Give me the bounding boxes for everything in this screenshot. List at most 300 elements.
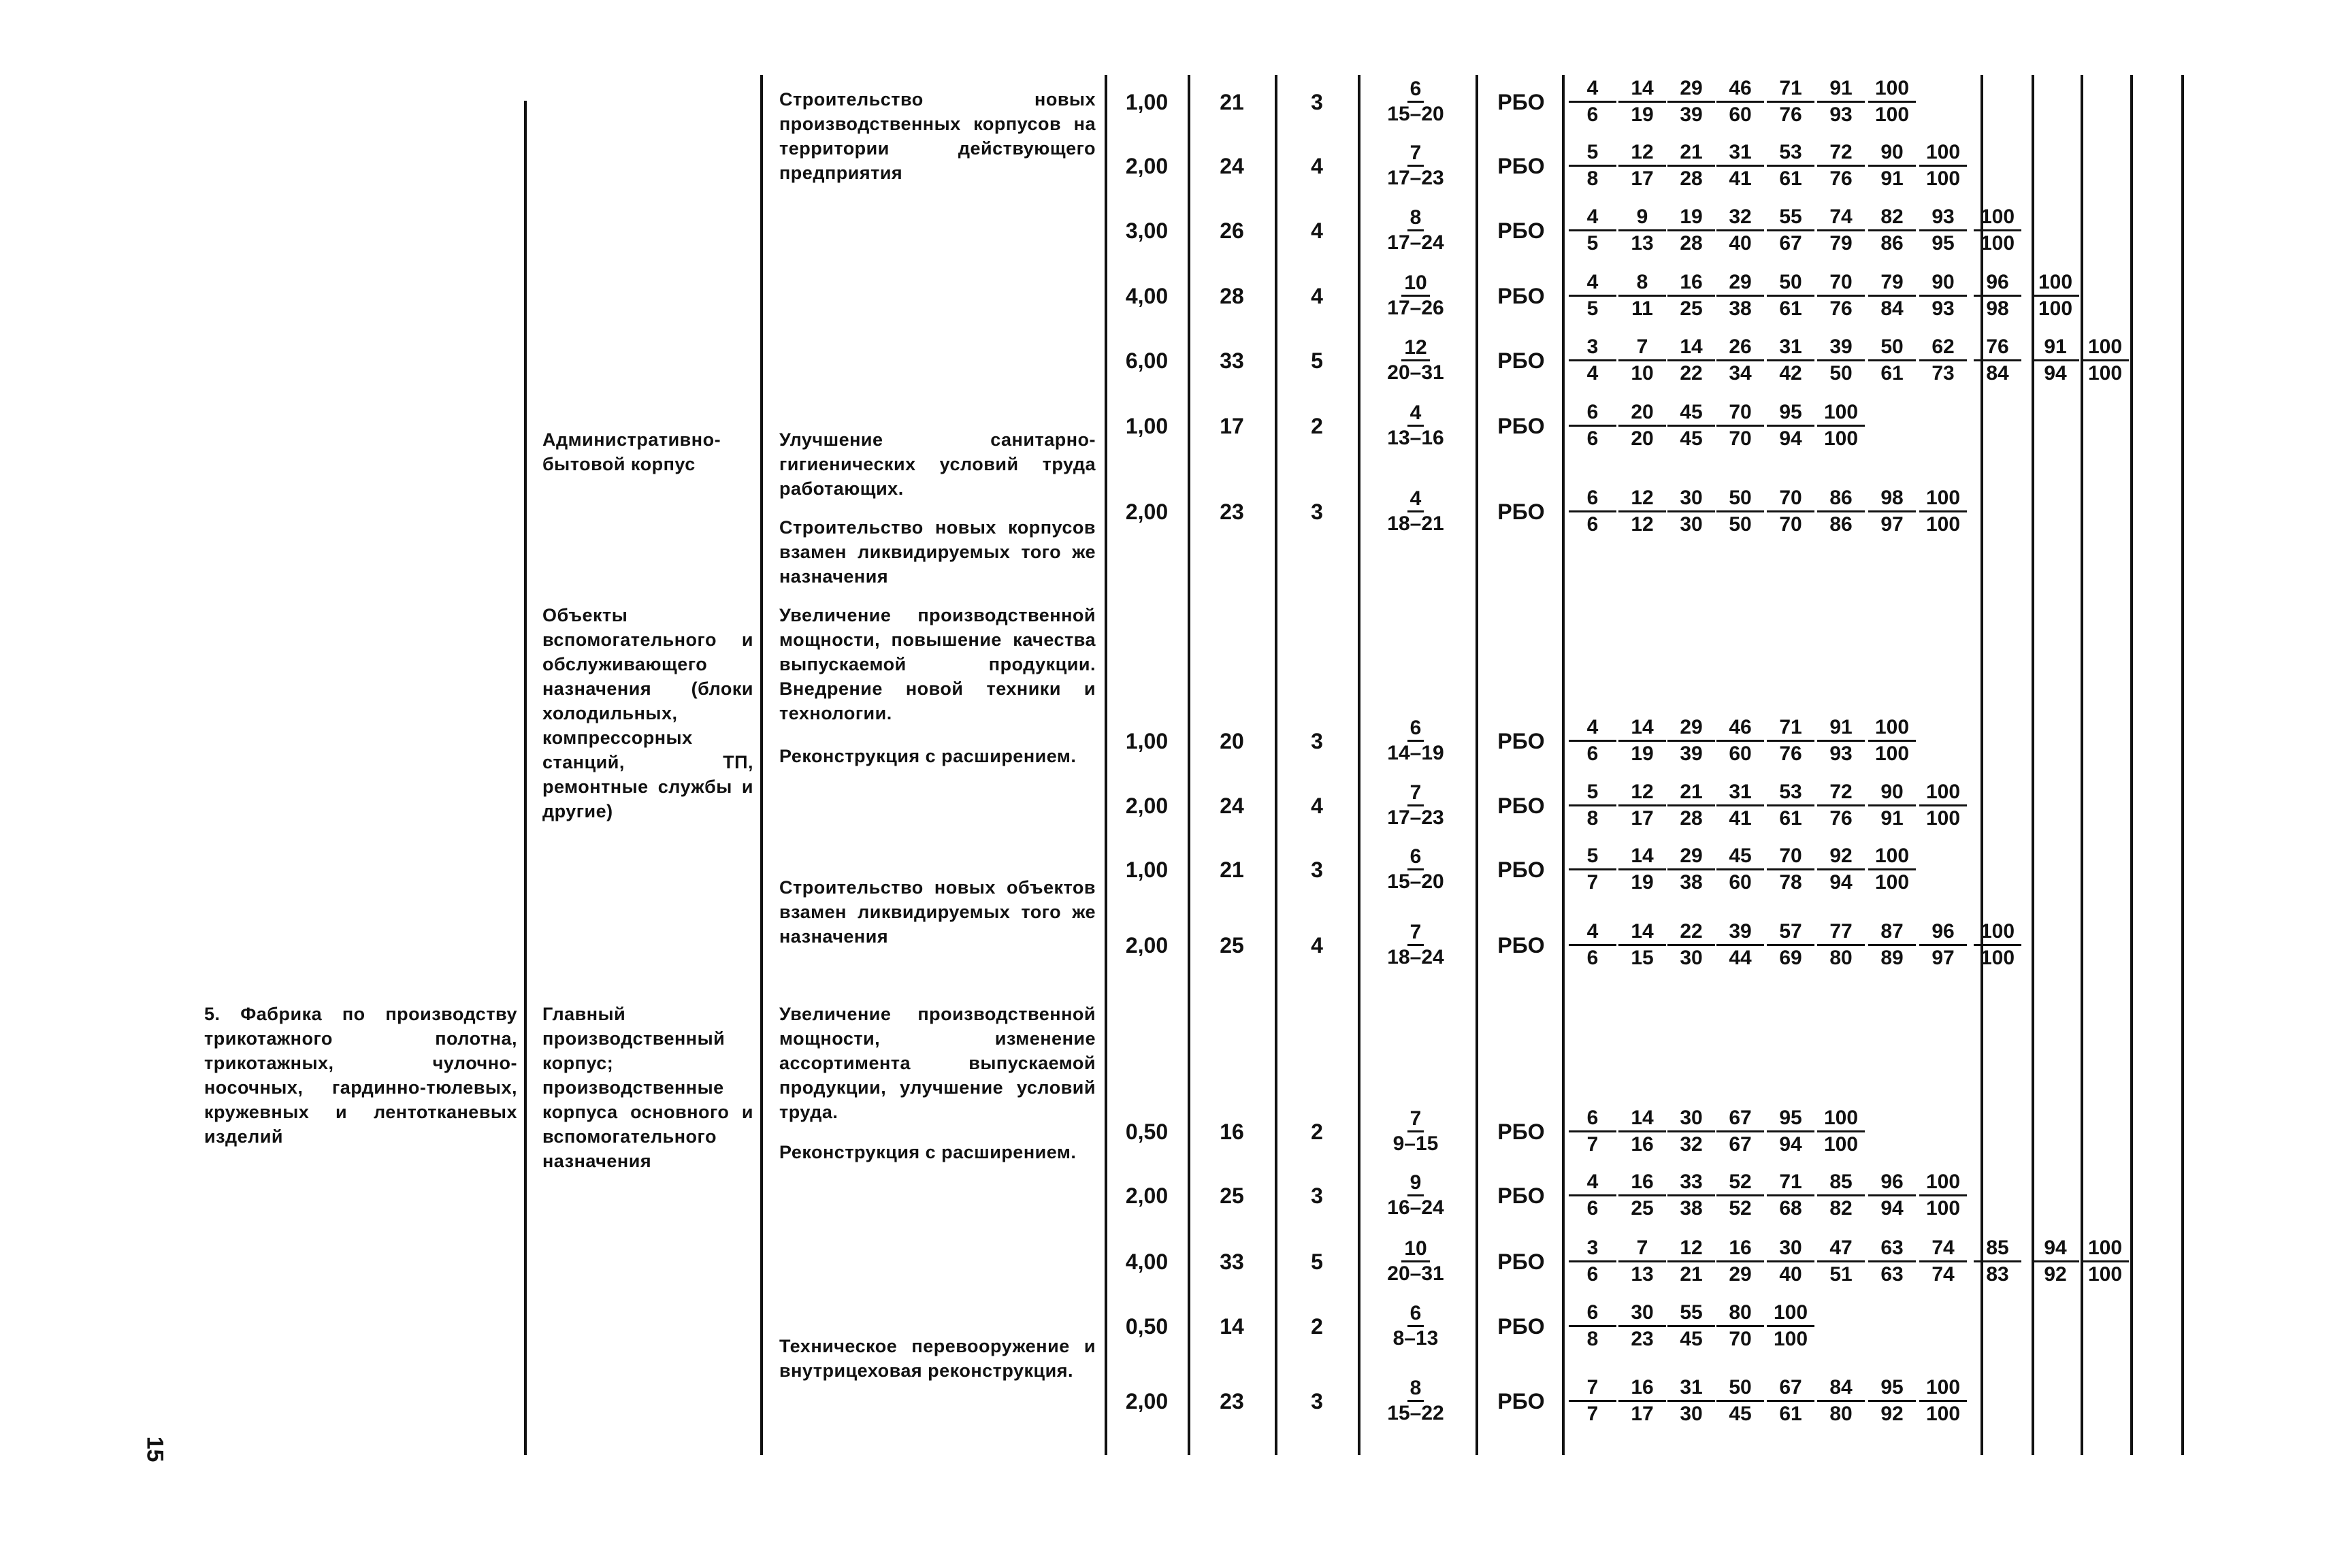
percent-fraction [1919, 780, 1967, 831]
percent-fraction [1618, 1170, 1666, 1221]
percent-numerator: 74 [1817, 205, 1865, 231]
percent-fraction [1919, 140, 1967, 191]
percent-fraction [1767, 715, 1814, 766]
percent-fraction [1817, 1375, 1865, 1426]
percent-numerator: 22 [1667, 919, 1715, 946]
term-numerator: 8 [1407, 1377, 1424, 1402]
term-denominator: 15–22 [1387, 1402, 1444, 1424]
percent-numerator: 100 [1919, 486, 1967, 512]
percent-fraction [1667, 919, 1715, 970]
percent-numerator: 85 [1817, 1170, 1865, 1196]
percent-fraction [1618, 1301, 1666, 1352]
percent-fraction [1974, 205, 2021, 256]
capacity-value: 2,00 [1125, 1389, 1169, 1414]
percent-fraction [1618, 715, 1666, 766]
percent-denominator: 17 [1631, 167, 1654, 190]
term-numerator: 6 [1407, 78, 1424, 103]
percent-fraction [1667, 844, 1715, 895]
percent-numerator: 12 [1667, 1236, 1715, 1262]
term-numerator: 6 [1407, 845, 1424, 870]
percent-numerator: 50 [1716, 486, 1764, 512]
percent-fraction [1817, 1236, 1865, 1287]
percent-denominator: 100 [1773, 1328, 1808, 1350]
percent-fraction [1569, 205, 1616, 256]
percent-numerator: 29 [1716, 270, 1764, 297]
duration-value: 21 [1220, 90, 1244, 114]
stage-value: 2 [1311, 1314, 1323, 1339]
percent-numerator: 14 [1618, 76, 1666, 103]
percent-numerator: 100 [1919, 1375, 1967, 1402]
percent-numerator: 7 [1618, 335, 1666, 361]
norm-code: РБО [1497, 729, 1545, 753]
term-denominator: 16–24 [1387, 1196, 1444, 1219]
term-denominator: 15–20 [1387, 870, 1444, 893]
percent-denominator: 22 [1680, 362, 1703, 385]
percent-numerator: 4 [1569, 715, 1616, 742]
percent-fraction [1716, 400, 1764, 451]
percent-denominator: 61 [1779, 1403, 1802, 1425]
percent-denominator: 76 [1829, 167, 1853, 190]
percent-numerator: 50 [1716, 1375, 1764, 1402]
percent-denominator: 38 [1680, 871, 1703, 894]
percent-numerator: 90 [1868, 140, 1916, 167]
percent-fraction [1868, 1236, 1916, 1287]
percent-fraction [1667, 335, 1715, 386]
term-denominator: 8–13 [1392, 1327, 1439, 1350]
percent-denominator: 6 [1586, 513, 1599, 536]
percent-numerator: 14 [1618, 844, 1666, 870]
percent-fraction [1868, 486, 1916, 537]
capacity-value: 6,00 [1125, 348, 1169, 373]
percent-denominator: 82 [1829, 1197, 1853, 1220]
percent-denominator: 44 [1729, 947, 1752, 969]
percent-denominator: 61 [1779, 297, 1802, 320]
percent-fraction [1919, 1170, 1967, 1221]
percent-numerator: 100 [1868, 844, 1916, 870]
percent-fraction [1569, 400, 1616, 451]
percent-fraction [1618, 844, 1666, 895]
percent-denominator: 11 [1631, 297, 1653, 320]
percent-denominator: 100 [1980, 947, 2015, 969]
duration-value: 33 [1220, 1250, 1244, 1274]
percent-numerator: 96 [1974, 270, 2021, 297]
percent-numerator: 14 [1618, 919, 1666, 946]
percent-denominator: 30 [1680, 513, 1703, 536]
percent-fraction [1618, 140, 1666, 191]
percent-denominator: 61 [1779, 167, 1802, 190]
percent-fraction [1618, 335, 1666, 386]
percent-denominator: 100 [1823, 427, 1859, 450]
percent-fraction [1817, 715, 1865, 766]
percent-fraction [1868, 780, 1916, 831]
term-numerator: 9 [1407, 1171, 1424, 1196]
percent-fraction [1767, 1301, 1814, 1352]
percent-fraction [1667, 1106, 1715, 1157]
percent-numerator: 79 [1868, 270, 1916, 297]
norm-code: РБО [1497, 500, 1545, 524]
duration-value: 26 [1220, 218, 1244, 243]
percent-fraction [1716, 270, 1764, 321]
percent-fraction [1618, 76, 1666, 127]
percent-denominator: 79 [1829, 232, 1853, 255]
percent-denominator: 84 [1880, 297, 1904, 320]
stage-value: 3 [1311, 858, 1323, 882]
percent-fraction [1919, 1375, 1967, 1426]
percent-denominator: 45 [1729, 1403, 1752, 1425]
percent-fraction [2032, 1236, 2079, 1287]
percent-numerator: 57 [1767, 919, 1814, 946]
percent-fraction [1868, 335, 1916, 386]
page-number: 15 [142, 1436, 168, 1463]
norm-code: РБО [1497, 1389, 1545, 1414]
capacity-value: 0,50 [1125, 1314, 1169, 1339]
capacity-value: 1,00 [1125, 729, 1169, 753]
percent-numerator: 52 [1716, 1170, 1764, 1196]
percent-numerator: 16 [1618, 1170, 1666, 1196]
percent-fraction [1667, 400, 1715, 451]
percent-fraction [1868, 715, 1916, 766]
percent-fraction [1767, 140, 1814, 191]
group-label: Объекты вспомогательного и обслуживающего назначения (блоки холодильных, компрессорных станций, ТП, ремонтные службы и другие) [542, 605, 753, 821]
duration-value: 28 [1220, 284, 1244, 308]
percent-denominator: 28 [1680, 232, 1703, 255]
percent-numerator: 31 [1716, 780, 1764, 806]
percent-numerator: 45 [1667, 400, 1715, 427]
norm-code: РБО [1497, 858, 1545, 882]
percent-fraction [1618, 486, 1666, 537]
percent-fraction [1974, 1236, 2021, 1287]
column-rule [524, 101, 527, 1455]
percent-fraction [1716, 140, 1764, 191]
percent-denominator: 32 [1680, 1133, 1703, 1156]
term-fraction [1365, 1377, 1467, 1425]
percent-numerator: 47 [1817, 1236, 1865, 1262]
group-label: Главный производственный корпус; производственные корпуса основного и вспомогательного назначения [542, 1004, 753, 1171]
percent-denominator: 100 [1925, 513, 1961, 536]
percent-numerator: 92 [1817, 844, 1865, 870]
percent-fraction [1667, 1301, 1715, 1352]
percent-fraction [1868, 140, 1916, 191]
norm-code: РБО [1497, 1120, 1545, 1144]
percent-denominator: 8 [1586, 1328, 1599, 1350]
percent-denominator: 91 [1880, 167, 1904, 190]
percent-denominator: 5 [1586, 297, 1599, 320]
percent-fraction [1716, 1170, 1764, 1221]
percent-fraction [1767, 335, 1814, 386]
percent-numerator: 90 [1919, 270, 1967, 297]
percent-denominator: 80 [1829, 1403, 1853, 1425]
percent-numerator: 30 [1667, 1106, 1715, 1132]
percent-denominator: 70 [1729, 427, 1752, 450]
percent-fraction [1817, 780, 1865, 831]
percent-denominator: 17 [1631, 1403, 1654, 1425]
work-description: Строительство новых производственных корпусов на территории действующего предприятия [779, 89, 1096, 183]
percent-numerator: 72 [1817, 780, 1865, 806]
percent-denominator: 6 [1586, 103, 1599, 126]
percent-fraction [1868, 919, 1916, 970]
percent-fraction [1667, 270, 1715, 321]
term-fraction [1365, 781, 1467, 830]
percent-denominator: 93 [1829, 742, 1853, 765]
percent-fraction [1868, 844, 1916, 895]
percent-fraction [2032, 270, 2079, 321]
percent-denominator: 74 [1931, 1263, 1955, 1286]
percent-numerator: 4 [1569, 270, 1616, 297]
percent-fraction [1817, 486, 1865, 537]
percent-denominator: 100 [1980, 232, 2015, 255]
percent-fraction [1767, 1106, 1814, 1157]
stage-value: 4 [1311, 154, 1323, 178]
stage-value: 4 [1311, 794, 1323, 818]
duration-value: 20 [1220, 729, 1244, 753]
percent-fraction [2081, 1236, 2129, 1287]
percent-fraction [1919, 270, 1967, 321]
percent-fraction [1667, 1170, 1715, 1221]
term-numerator: 6 [1407, 1302, 1424, 1327]
percent-denominator: 28 [1680, 167, 1703, 190]
percent-fraction [1868, 1170, 1916, 1221]
capacity-value: 2,00 [1125, 500, 1169, 524]
percent-denominator: 76 [1829, 297, 1853, 320]
work-description: Строительство новых корпусов взамен ликвидируемых того же назначения [779, 517, 1096, 587]
percent-numerator: 55 [1667, 1301, 1715, 1327]
percent-fraction [1618, 780, 1666, 831]
percent-fraction [1569, 1375, 1616, 1426]
percent-fraction [1618, 919, 1666, 970]
percent-denominator: 92 [1880, 1403, 1904, 1425]
percent-numerator: 67 [1767, 1375, 1814, 1402]
percent-numerator: 53 [1767, 140, 1814, 167]
term-denominator: 9–15 [1392, 1132, 1439, 1155]
term-fraction [1365, 487, 1467, 536]
norm-code: РБО [1497, 1183, 1545, 1208]
duration-value: 23 [1220, 500, 1244, 524]
column-rule [2181, 75, 2184, 1455]
percent-denominator: 41 [1729, 167, 1752, 190]
percent-numerator: 98 [1868, 486, 1916, 512]
percent-fraction [1618, 1375, 1666, 1426]
column-rule [1562, 75, 1565, 1455]
percent-numerator: 71 [1767, 76, 1814, 103]
percent-fraction [1569, 140, 1616, 191]
percent-fraction [1716, 205, 1764, 256]
percent-numerator: 31 [1767, 335, 1814, 361]
percent-denominator: 61 [1880, 362, 1904, 385]
stage-value: 2 [1311, 414, 1323, 438]
percent-numerator: 4 [1569, 919, 1616, 946]
percent-fraction [1569, 715, 1616, 766]
stage-value: 3 [1311, 729, 1323, 753]
percent-fraction [1817, 270, 1865, 321]
percent-denominator: 8 [1586, 807, 1599, 830]
percent-numerator: 80 [1716, 1301, 1764, 1327]
percent-fraction [1716, 919, 1764, 970]
term-numerator: 4 [1407, 402, 1424, 427]
percent-numerator: 82 [1868, 205, 1916, 231]
term-fraction [1365, 272, 1467, 320]
term-fraction [1365, 1237, 1467, 1286]
percent-denominator: 92 [2044, 1263, 2067, 1286]
percent-denominator: 39 [1680, 103, 1703, 126]
term-fraction [1365, 921, 1467, 969]
percent-numerator: 45 [1716, 844, 1764, 870]
percent-numerator: 67 [1716, 1106, 1764, 1132]
percent-denominator: 51 [1829, 1263, 1853, 1286]
percent-numerator: 16 [1667, 270, 1715, 297]
percent-numerator: 19 [1667, 205, 1715, 231]
percent-denominator: 25 [1680, 297, 1703, 320]
capacity-value: 4,00 [1125, 284, 1169, 308]
percent-denominator: 28 [1680, 807, 1703, 830]
percent-denominator: 100 [1874, 871, 1910, 894]
duration-value: 25 [1220, 1183, 1244, 1208]
term-denominator: 18–21 [1387, 512, 1444, 535]
stage-value: 4 [1311, 284, 1323, 308]
term-denominator: 17–24 [1387, 231, 1444, 254]
percent-denominator: 16 [1631, 1133, 1654, 1156]
capacity-value: 2,00 [1125, 1183, 1169, 1208]
work-description: Строительство новых объектов взамен ликвидируемых того же назначения [779, 877, 1096, 947]
percent-fraction [1569, 1170, 1616, 1221]
percent-numerator: 70 [1716, 400, 1764, 427]
column-rule [1188, 75, 1190, 1455]
percent-numerator: 14 [1618, 715, 1666, 742]
column-rule [1476, 75, 1478, 1455]
capacity-value: 2,00 [1125, 933, 1169, 958]
percent-numerator: 32 [1716, 205, 1764, 231]
percent-denominator: 19 [1631, 871, 1654, 894]
percent-denominator: 21 [1680, 1263, 1703, 1286]
percent-denominator: 93 [1931, 297, 1955, 320]
term-fraction [1365, 1171, 1467, 1220]
percent-numerator: 72 [1817, 140, 1865, 167]
percent-fraction [1569, 919, 1616, 970]
percent-numerator: 29 [1667, 76, 1715, 103]
percent-numerator: 4 [1569, 76, 1616, 103]
percent-denominator: 50 [1829, 362, 1853, 385]
percent-denominator: 91 [1880, 807, 1904, 830]
term-denominator: 20–31 [1387, 361, 1444, 384]
percent-fraction [1618, 205, 1666, 256]
percent-denominator: 67 [1729, 1133, 1752, 1156]
percent-fraction [1767, 486, 1814, 537]
percent-denominator: 69 [1779, 947, 1802, 969]
percent-denominator: 100 [2087, 362, 2123, 385]
term-denominator: 17–23 [1387, 806, 1444, 829]
percent-fraction [1919, 919, 1967, 970]
term-denominator: 17–23 [1387, 167, 1444, 189]
percent-denominator: 78 [1779, 871, 1802, 894]
stage-value: 3 [1311, 90, 1323, 114]
percent-denominator: 7 [1586, 871, 1599, 894]
percent-fraction [1767, 1170, 1814, 1221]
percent-fraction [1974, 270, 2021, 321]
percent-denominator: 83 [1986, 1263, 2009, 1286]
percent-fraction [1767, 400, 1814, 451]
norm-code: РБО [1497, 284, 1545, 308]
percent-numerator: 39 [1716, 919, 1764, 946]
percent-numerator: 39 [1817, 335, 1865, 361]
percent-numerator: 96 [1868, 1170, 1916, 1196]
term-denominator: 18–24 [1387, 946, 1444, 968]
percent-denominator: 50 [1729, 513, 1752, 536]
percent-denominator: 100 [1925, 167, 1961, 190]
percent-numerator: 6 [1569, 1301, 1616, 1327]
percent-numerator: 100 [1868, 76, 1916, 103]
percent-fraction [1716, 780, 1764, 831]
percent-fraction [1618, 1106, 1666, 1157]
percent-denominator: 10 [1631, 362, 1654, 385]
percent-fraction [1667, 76, 1715, 127]
percent-fraction [1817, 76, 1865, 127]
percent-numerator: 63 [1868, 1236, 1916, 1262]
term-numerator: 8 [1407, 206, 1424, 231]
percent-numerator: 84 [1817, 1375, 1865, 1402]
percent-denominator: 89 [1880, 947, 1904, 969]
percent-fraction [1974, 335, 2021, 386]
column-rule [1358, 75, 1360, 1455]
percent-numerator: 93 [1919, 205, 1967, 231]
capacity-value: 0,50 [1125, 1120, 1169, 1144]
percent-denominator: 45 [1680, 427, 1703, 450]
stage-value: 3 [1311, 500, 1323, 524]
norm-code: РБО [1497, 348, 1545, 373]
percent-numerator: 26 [1716, 335, 1764, 361]
percent-denominator: 19 [1631, 742, 1654, 765]
percent-numerator: 46 [1716, 76, 1764, 103]
percent-numerator: 3 [1569, 1236, 1616, 1262]
percent-fraction [1716, 715, 1764, 766]
percent-numerator: 90 [1868, 780, 1916, 806]
percent-fraction [1716, 1375, 1764, 1426]
percent-fraction [1618, 400, 1666, 451]
term-numerator: 6 [1407, 717, 1424, 742]
percent-denominator: 94 [1779, 1133, 1802, 1156]
percent-numerator: 33 [1667, 1170, 1715, 1196]
percent-fraction [1767, 76, 1814, 127]
percent-numerator: 4 [1569, 1170, 1616, 1196]
percent-fraction [1569, 76, 1616, 127]
term-numerator: 12 [1401, 336, 1429, 361]
percent-numerator: 6 [1569, 400, 1616, 427]
term-fraction [1365, 78, 1467, 126]
percent-fraction [1667, 780, 1715, 831]
percent-denominator: 61 [1779, 807, 1802, 830]
work-description: Увеличение производственной мощности, изменение ассортимента выпускаемой продукции, улучшение условий труда. [779, 1004, 1096, 1122]
percent-numerator: 30 [1767, 1236, 1814, 1262]
percent-numerator: 8 [1618, 270, 1666, 297]
term-fraction [1365, 1302, 1467, 1350]
percent-fraction [1767, 919, 1814, 970]
percent-numerator: 5 [1569, 140, 1616, 167]
percent-numerator: 100 [2081, 335, 2129, 361]
duration-value: 14 [1220, 1314, 1244, 1339]
duration-value: 24 [1220, 154, 1244, 178]
percent-numerator: 91 [1817, 715, 1865, 742]
percent-denominator: 13 [1631, 232, 1654, 255]
percent-numerator: 77 [1817, 919, 1865, 946]
percent-denominator: 4 [1586, 362, 1599, 385]
percent-fraction [1667, 1236, 1715, 1287]
percent-fraction [1919, 486, 1967, 537]
percent-numerator: 70 [1767, 844, 1814, 870]
percent-numerator: 74 [1919, 1236, 1967, 1262]
percent-numerator: 9 [1618, 205, 1666, 231]
term-denominator: 17–26 [1387, 297, 1444, 319]
work-description: Реконструкция с расширением. [779, 1142, 1077, 1162]
percent-fraction [1667, 486, 1715, 537]
percent-denominator: 73 [1931, 362, 1955, 385]
